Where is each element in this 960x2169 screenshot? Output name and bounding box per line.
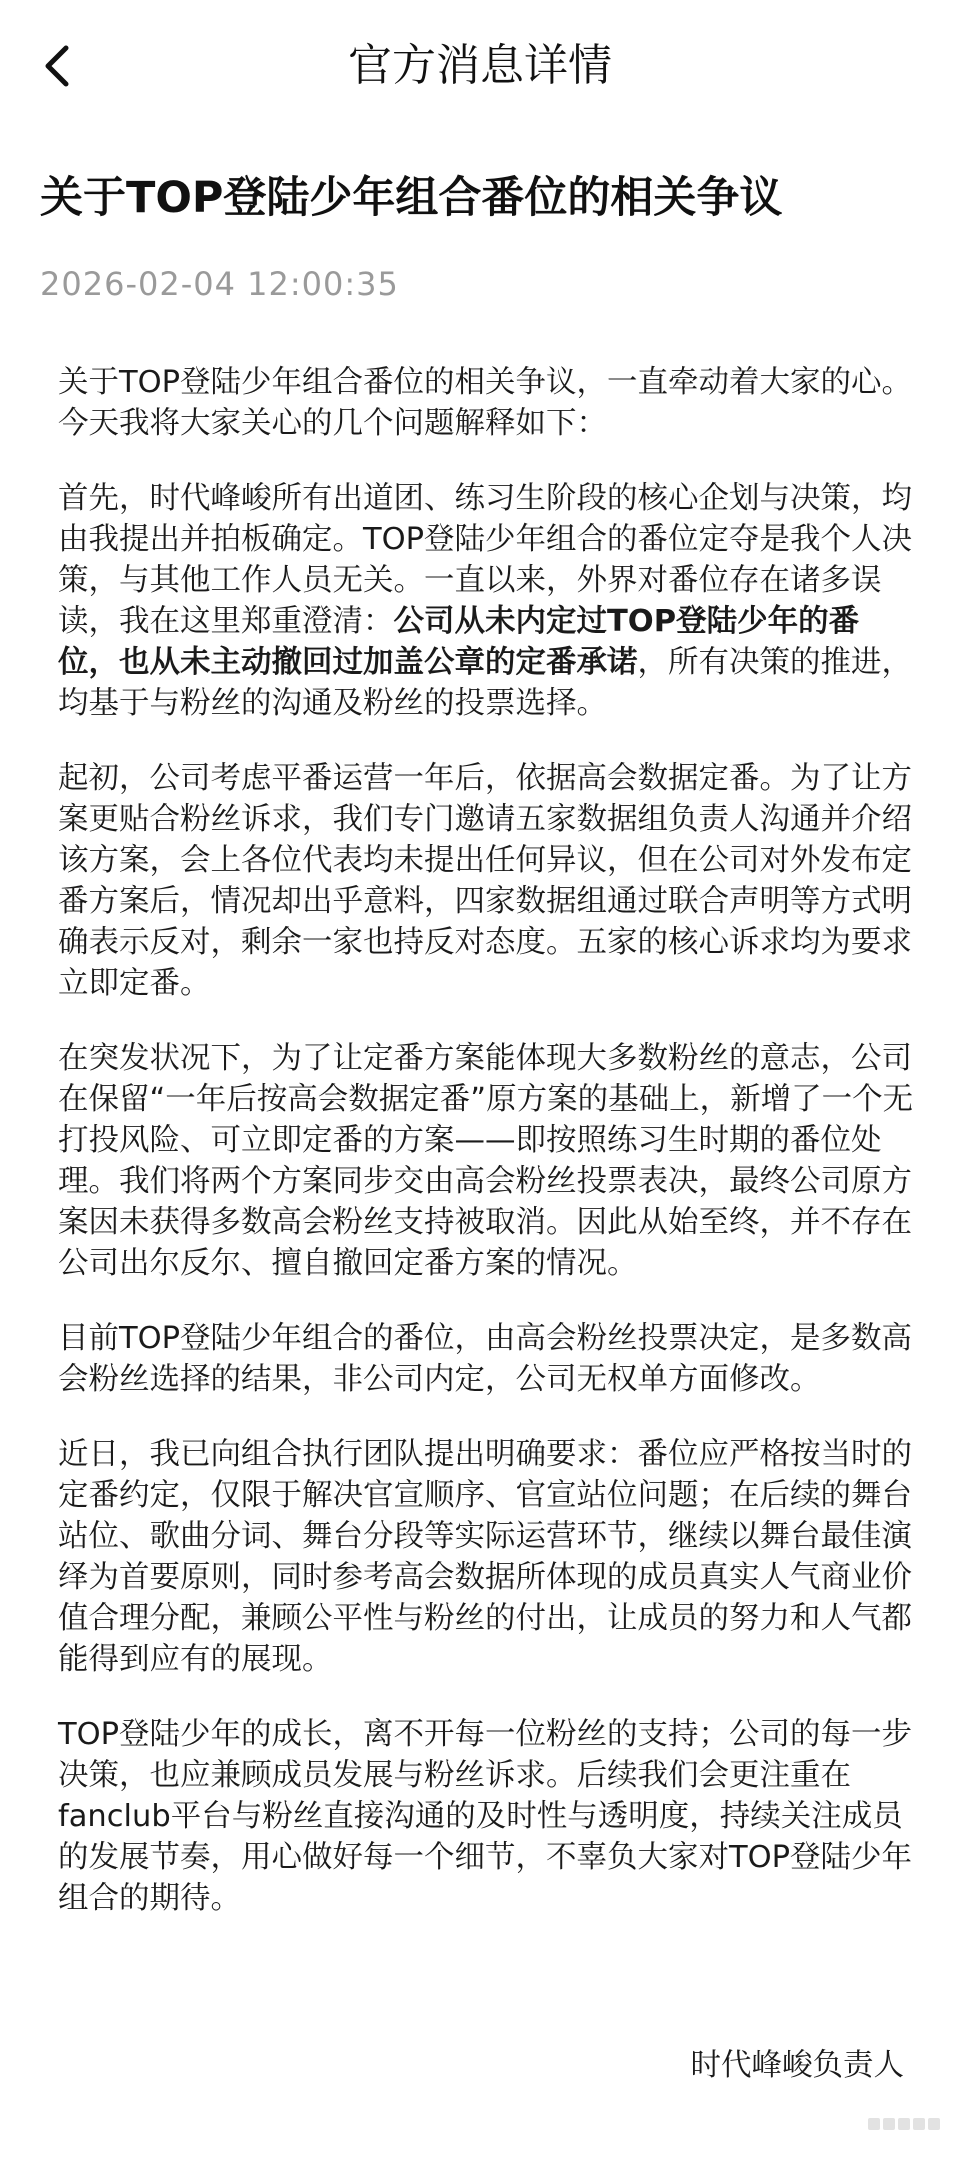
bold-statement: 公司从未内定过TOP登陆少年的番位，也从未主动撤回过加盖公章的定番承诺 <box>58 604 860 680</box>
paragraph-text: ，所有决策的推进，均基于与粉丝的沟通及粉丝的投票选择。 <box>58 645 912 721</box>
navigation-bar <box>0 0 960 128</box>
watermark-logo <box>868 2118 940 2130</box>
article-title: 关于TOP登陆少年组合番位的相关争议 <box>40 173 783 223</box>
paragraph-requirements: 近日，我已向组合执行团队提出明确要求：番位应严格按当时的定番约定，仅限于解决官宣顺序、官宣站位问题；在后续的舞台站位、歌曲分词、舞台分段等实际运营环节，继续以舞台最佳演绎为首要原则，同时参考高会数据所体现的成员真实人气商业价值合理分配，兼顾公平性与粉丝的付出，让成员的努力和人气都能得到应有的展现。 <box>58 1437 912 1677</box>
paragraph-background: 起初，公司考虑平番运营一年后，依据高会数据定番。为了让方案更贴合粉丝诉求，我们专门邀请五家数据组负责人沟通并介绍该方案，会上各位代表均未提出任何异议，但在公司对外发布定番方案后，情况却出乎意料，四家数据组通过联合声明等方式明确表示反对，剩余一家也持反对态度。五家的核心诉求均为要求立即定番。 <box>58 761 912 1001</box>
paragraph-new-plan: 在突发状况下，为了让定番方案能体现大多数粉丝的意志，公司在保留“一年后按高会数据定番”原方案的基础上，新增了一个无打投风险、可立即定番的方案——即按照练习生时期的番位处理。我们将两个方案同步交由高会粉丝投票表决，最终公司原方案因未获得多数高会粉丝支持被取消。因此从始至终，并不存在公司出尔反尔、擅自撤回定番方案的情况。 <box>58 1041 914 1281</box>
paragraph-closing: TOP登陆少年的成长，离不开每一位粉丝的支持；公司的每一步决策，也应兼顾成员发展与粉丝诉求。后续我们会更注重在fanclub平台与粉丝直接沟通的及时性与透明度，持续关注成员的发展节奏，用心做好每一个细节，不辜负大家对TOP登陆少年组合的期待。 <box>58 1717 913 1916</box>
signature: 时代峰峻负责人 <box>690 2048 904 2083</box>
paragraph-intro: 关于TOP登陆少年组合番位的相关争议，一直牵动着大家的心。今天我将大家关心的几个问题解释如下： <box>58 365 913 441</box>
article-body <box>58 362 918 1953</box>
page-title: 官方消息详情 <box>348 40 612 91</box>
paragraph-text: 首先，时代峰峻所有出道团、练习生阶段的核心企划与决策，均由我提出并拍板确定。TOP登陆少年组合的番位定夺是我个人决策，与其他工作人员无关。一直以来，外界对番位存在诸多误读，我在这里郑重澄清： <box>58 481 913 639</box>
paragraph-clarification <box>58 478 918 724</box>
paragraph-current-status: 目前TOP登陆少年组合的番位，由高会粉丝投票决定，是多数高会粉丝选择的结果，非公司内定，公司无权单方面修改。 <box>58 1321 913 1397</box>
publish-timestamp: 2026-02-04 12:00:35 <box>40 265 399 303</box>
